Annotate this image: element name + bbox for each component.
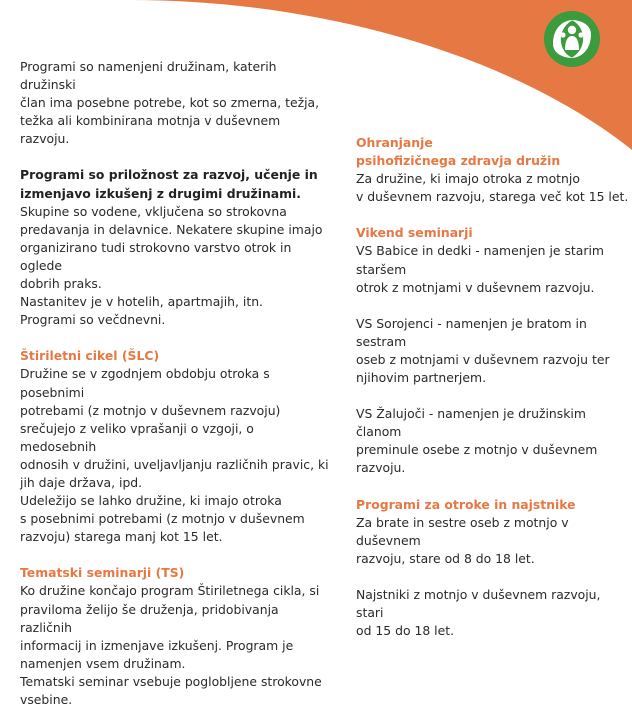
vikend-heading: Vikend seminarji (356, 225, 473, 241)
ohranjanje-paragraph: Za družine, ki imajo otroka z motnjo v duševnem razvoju, starega več kot 15 let. (356, 171, 629, 205)
bold-intro: Programi so priložnost za razvoj, učenje in izmenjavo izkušenj z drugimi družinami. (20, 167, 318, 201)
ohranjanje-heading: Ohranjanje psihofizičnega zdravja družin (356, 135, 561, 169)
otroci-heading: Programi za otroke in najstnike (356, 496, 576, 512)
family-hands-logo-icon (543, 10, 601, 68)
vikend-babice-paragraph: VS Babice in dedki - namenjen je starim staršem otrok z motnjami v duševnem razvoju. (356, 243, 604, 295)
najstniki-paragraph: Najstniki z motnjo v duševnem razvoju, stari od 15 do 18 let. (356, 586, 601, 639)
groups-paragraph: Skupine so vodene, vključena so strokovna predavanja in delavnice. Nekatere skupine imajo organizirano tudi strokovno varstvo otrok in oglede dobrih praks. Nastanitev je v hotelih, apartmajih, itn. Programi so večdnevni. (20, 203, 323, 328)
slc-paragraph: Družine se v zgodnjem obdobju otroka s posebnimi potrebami (z motnjo v duševnem razvoju) srečujejo z veliko vprašanji o vzgoji, o medosebnih odnosih v družini, uveljavljanju različnih pravic, ki jih daje država, ipd. Udeležijo se lahko družine, ki imajo otroka s posebnimi potrebami (z motnjo v duševnem razvoju) starega manj kot 15 let. (20, 366, 329, 545)
right-column (356, 134, 631, 640)
ts-paragraph: Ko družine končajo program Štiriletnega cikla, si praviloma želijo še druženja, pridobivanja različnih informacij in izmenjave izkušenj. Program je namenjen vsem družinam. Tematski seminar vsebuje poglobljene strokovne vsebine. (20, 583, 322, 707)
intro-paragraph: Programi so namenjeni družinam, katerih družinski član ima posebne potrebe, kot so zmerna, težja, težka ali kombinirana motnja v duševnem razvoju. (20, 59, 320, 147)
otroci-paragraph: Za brate in sestre oseb z motnjo v duševnem razvoju, stare od 8 do 18 let. (356, 514, 569, 566)
ts-heading: Tematski seminarji (TS) (20, 565, 185, 581)
vikend-sorojenci-paragraph: VS Sorojenci - namenjen je bratom in sestram oseb z motnjami v duševnem razvoju ter njihovim partnerjem. (356, 315, 610, 386)
vikend-zalujoci-paragraph: VS Žalujoči - namenjen je družinskim članom preminule osebe z motnjo v duševnem razvoju. (356, 406, 598, 476)
left-column (20, 58, 330, 709)
slc-heading: Štiriletni cikel (ŠLC) (20, 348, 160, 364)
